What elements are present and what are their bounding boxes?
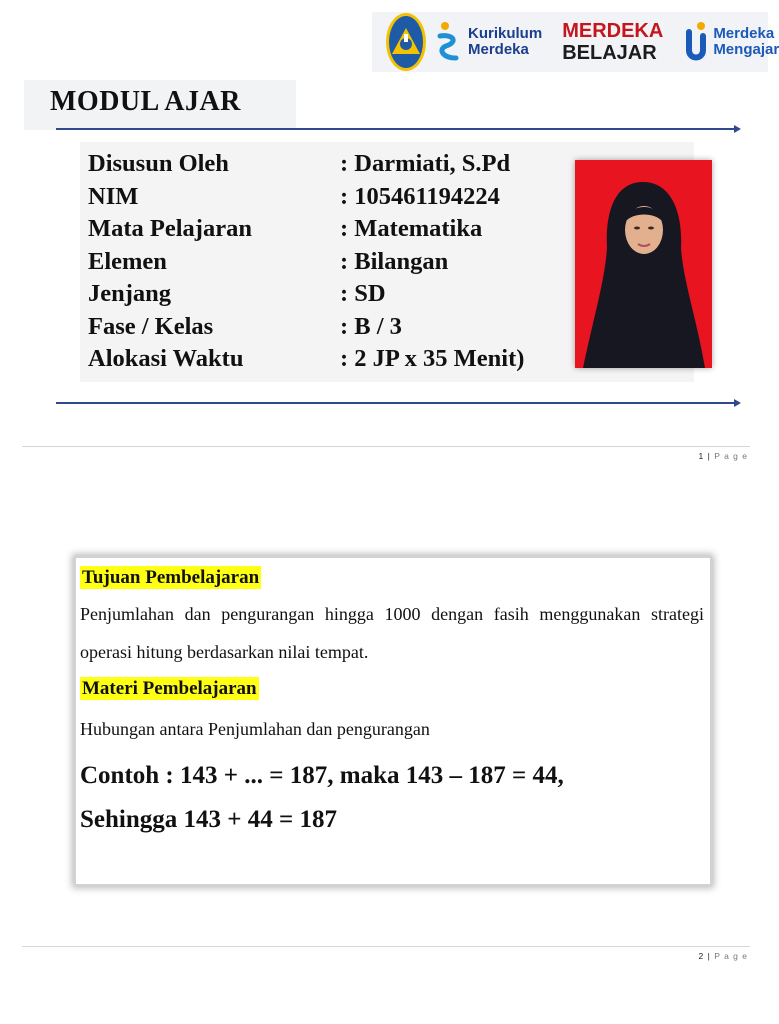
identity-value: : Matematika	[340, 215, 483, 242]
identity-label: Mata Pelajaran	[88, 215, 252, 242]
identity-value: : B / 3	[340, 312, 402, 340]
identity-label: NIM	[88, 182, 139, 210]
author-photo	[575, 160, 712, 368]
identity-row	[88, 311, 524, 344]
merdeka-mengajar-line1: Merdeka	[713, 25, 775, 42]
kurikulum-logo-line1: Kurikulum	[468, 25, 543, 42]
identity-value: : 105461194224	[340, 182, 500, 210]
top-arrow-rule	[56, 124, 741, 134]
identity-row	[88, 278, 524, 311]
page1-footer-rule	[22, 446, 750, 447]
tujuan-heading: Tujuan Pembelajaran	[82, 567, 260, 588]
identity-value: : 2 JP x 35 Menit)	[340, 345, 525, 372]
materi-text: Hubungan antara Penjumlahan dan pengurangan	[80, 719, 430, 739]
merdeka-mengajar-logo	[683, 20, 779, 64]
example-line-1: Contoh : 143 + ... = 187, maka 143 – 187 = 44,	[80, 762, 564, 789]
identity-label: Alokasi Waktu	[88, 345, 244, 372]
identity-panel	[80, 142, 694, 382]
identity-row	[88, 246, 524, 279]
learning-content-card	[74, 556, 712, 886]
module-title: MODUL AJAR	[50, 86, 241, 117]
kurikulum-merdeka-logo	[436, 20, 542, 64]
identity-value: : SD	[340, 280, 386, 307]
materi-heading: Materi Pembelajaran	[82, 678, 257, 699]
tujuan-text: Penjumlahan dan pengurangan hingga 1000 dengan fasih menggunakan strategi operasi hitung berdasarkan nilai tempat.	[80, 604, 704, 662]
merdeka-belajar-logo	[562, 20, 663, 64]
page1-number	[699, 451, 749, 461]
page2-footer-rule	[22, 946, 750, 947]
identity-value: : Darmiati, S.Pd	[340, 150, 511, 177]
identity-table	[88, 148, 524, 376]
identity-row	[88, 343, 524, 376]
identity-row	[88, 213, 524, 246]
example-line-2: Sehingga 143 + 44 = 187	[80, 806, 337, 833]
kurikulum-logo-line2: Merdeka	[468, 41, 529, 58]
page-separator: |	[707, 951, 711, 961]
merdeka-mengajar-line2: Mengajar	[713, 41, 779, 58]
identity-label: Disusun Oleh	[88, 150, 229, 177]
identity-label: Jenjang	[88, 280, 172, 307]
page-label: P a g e	[714, 451, 748, 461]
tut-wuri-handayani-emblem-icon	[386, 13, 426, 71]
merdeka-mengajar-logo-icon	[683, 20, 709, 64]
identity-value: : Bilangan	[340, 247, 449, 275]
identity-label: Elemen	[88, 247, 167, 275]
identity-row	[88, 181, 524, 214]
kurikulum-merdeka-logo-icon	[436, 20, 462, 64]
merdeka-belajar-line2: BELAJAR	[562, 42, 657, 64]
page2-number	[699, 951, 749, 961]
module-title-box	[24, 80, 296, 130]
page-number: 2	[698, 951, 705, 961]
page-separator: |	[707, 451, 711, 461]
header-logo-bar	[372, 12, 779, 72]
identity-row	[88, 148, 524, 181]
identity-label: Fase / Kelas	[88, 312, 214, 340]
merdeka-belajar-line1: MERDEKA	[562, 20, 664, 42]
page-number: 1	[698, 451, 705, 461]
page-label: P a g e	[714, 951, 748, 961]
bottom-arrow-rule	[56, 398, 741, 408]
